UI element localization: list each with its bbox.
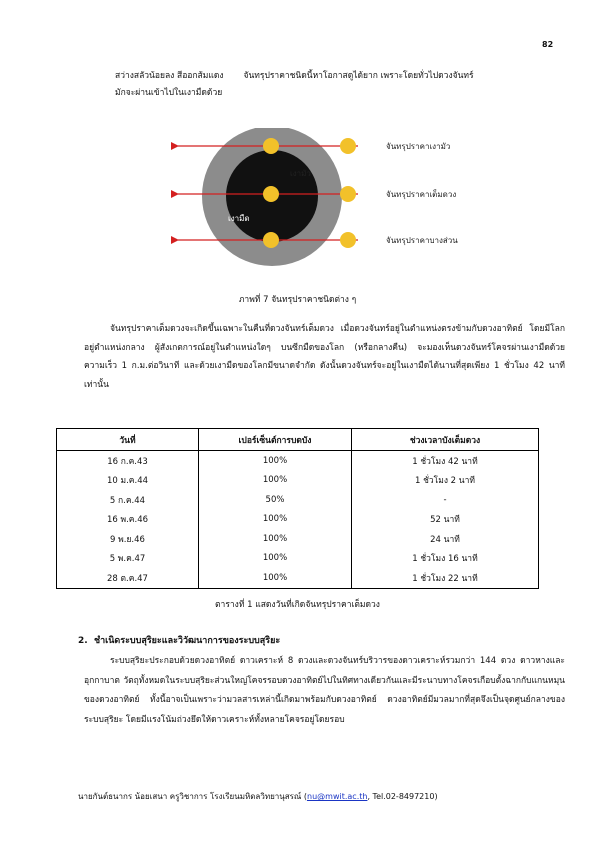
label-total-eclipse: จันทรุปราคาเต็มดวง: [386, 190, 457, 199]
cell-duration: 1 ชั่วโมง 22 นาที: [352, 568, 539, 588]
paragraph-solar-system: [84, 652, 565, 730]
page-footer: [78, 790, 438, 803]
cell-duration: 1 ชั่วโมง 2 นาที: [352, 471, 539, 491]
moon-total: [263, 186, 279, 202]
cell-date: 16 พ.ค.46: [57, 510, 199, 530]
cell-percent: 100%: [199, 510, 352, 530]
header-date: วันที่: [57, 429, 199, 451]
figure-caption: ภาพที่ 7 จันทรุปราคาชนิดต่าง ๆ: [238, 295, 357, 305]
paragraph-total-eclipse: [84, 320, 565, 394]
footer-tel: , Tel.02-8497210): [367, 792, 438, 801]
page-number: 82: [542, 40, 554, 49]
footer-author: นายกันต์ธนากร น้อยเสนา ครูวิชาการ โรงเรียนมหิดลวิทยานุสรณ์ (: [78, 792, 308, 801]
cell-date: 16 ก.ค.43: [57, 451, 199, 471]
table-row: [57, 510, 539, 530]
table-row: [57, 549, 539, 569]
label-penumbral-eclipse: จันทรุปราคาเงามัว: [386, 142, 451, 151]
moon-partial: [263, 232, 279, 248]
cell-percent: 100%: [199, 549, 352, 569]
header-percent: เปอร์เซ็นต์การบดบัง: [199, 429, 352, 451]
cell-date: 5 ก.ค.44: [57, 490, 199, 510]
paragraph-1-text: จันทรุปราคาเต็มดวงจะเกิดขึ้นเฉพาะในคืนที่ดวงจันทร์เต็มดวง เมื่อดวงจันทร์อยู่ในตำแหน่งตรงข้ามกับดวงอาทิตย์ โดยมีโลกอยู่ตำแหน่งกลาง ผู้สังเกตการณ์อยู่ในตำแหน่งใดๆ บนซีกมืดของโลก (หรือกลางคืน) จะมองเห็นดวงจันทร์โคจรผ่านเงามืดด้วยความเร็ว 1 ก.ม.ต่อวินาที และด้วยเงามืดของโลกมีขนาดจำกัด ดังนั้นดวงจันทร์จะอยู่ในเงามืดได้นานที่สุดเพียง 1 ชั่วโมง 42 นาที เท่านั้น: [84, 324, 565, 390]
cell-duration: 1 ชั่วโมง 42 นาที: [352, 451, 539, 471]
cell-percent: 100%: [199, 568, 352, 588]
table-row: [57, 451, 539, 471]
cell-date: 9 พ.ย.46: [57, 529, 199, 549]
intro-line1-b: จันทรุปราคาชนิดนี้หาโอกาสดูได้ยาก เพราะโดยทั่วไปดวงจันทร์: [243, 71, 474, 81]
table-row: [57, 568, 539, 588]
penumbra-label: เงามัว: [290, 169, 311, 178]
moon-outside-2: [340, 186, 356, 202]
cell-date: 10 ม.ค.44: [57, 471, 199, 491]
umbra-label: เงามืด: [228, 214, 250, 223]
cell-date: 28 ต.ค.47: [57, 568, 199, 588]
moon-outside-1: [340, 138, 356, 154]
section-heading: [78, 633, 280, 647]
cell-percent: 50%: [199, 490, 352, 510]
cell-duration: 52 นาที: [352, 510, 539, 530]
cell-percent: 100%: [199, 529, 352, 549]
header-duration: ช่วงเวลาบังเต็มดวง: [352, 429, 539, 451]
cell-duration: 1 ชั่วโมง 16 นาที: [352, 549, 539, 569]
footer-email-link[interactable]: nu@mwit.ac.th: [307, 792, 368, 801]
cell-date: 5 พ.ค.47: [57, 549, 199, 569]
intro-text: [115, 68, 565, 102]
label-partial-eclipse: จันทรุปราคาบางส่วน: [386, 236, 458, 245]
table-row: [57, 471, 539, 491]
paragraph-2-text: ระบบสุริยะประกอบด้วยดวงอาทิตย์ ดาวเคราะห์ 8 ดวงและดวงจันทร์บริวารของดาวเคราะห์รวมกว่า 144 ดวง ดาวหางและอุกกาบาต วัตถุทั้งหมดในระบบสุริยะส่วนใหญ่โคจรรอบดวงอาทิตย์ไปในทิศทางเดียวกันและมีระนาบทางโคจรเกือบตั้งฉากกับแกนหมุนของดวงอาทิตย์ ทั้งนี้อาจเป็นเพราะว่ามวลสารเหล่านี้เกิดมาพร้อมกับดวงอาทิตย์ ดวงอาทิตย์มีมวลมากที่สุดจึงเป็นจุดศูนย์กลางของระบบสุริยะ โดยมีแรงโน้มถ่วงยึดให้ดาวเคราะห์ทั้งหลายโคจรอยู่โดยรอบ: [84, 656, 565, 725]
table-caption: ตารางที่ 1 แสดงวันที่เกิดจันทรุปราคาเต็มดวง: [215, 600, 380, 610]
eclipse-table: [56, 428, 539, 589]
moon-outside-3: [340, 232, 356, 248]
table-header-row: [57, 429, 539, 451]
cell-percent: 100%: [199, 451, 352, 471]
section-number: 2.: [78, 636, 88, 646]
intro-line2: มักจะผ่านเข้าไปในเงามืดด้วย: [115, 88, 223, 98]
eclipse-diagram: [170, 128, 510, 270]
intro-line1-a: สว่างสลัวน้อยลง สีออกส้มแดง: [115, 71, 224, 81]
table-row: [57, 490, 539, 510]
moon-penumbral: [263, 138, 279, 154]
section-title: ชำเนิดระบบสุริยะและวิวัฒนาการของระบบสุริยะ: [94, 636, 281, 646]
table-row: [57, 529, 539, 549]
cell-duration: 24 นาที: [352, 529, 539, 549]
cell-percent: 100%: [199, 471, 352, 491]
cell-duration: -: [352, 490, 539, 510]
eclipse-diagram-svg: [170, 128, 510, 270]
